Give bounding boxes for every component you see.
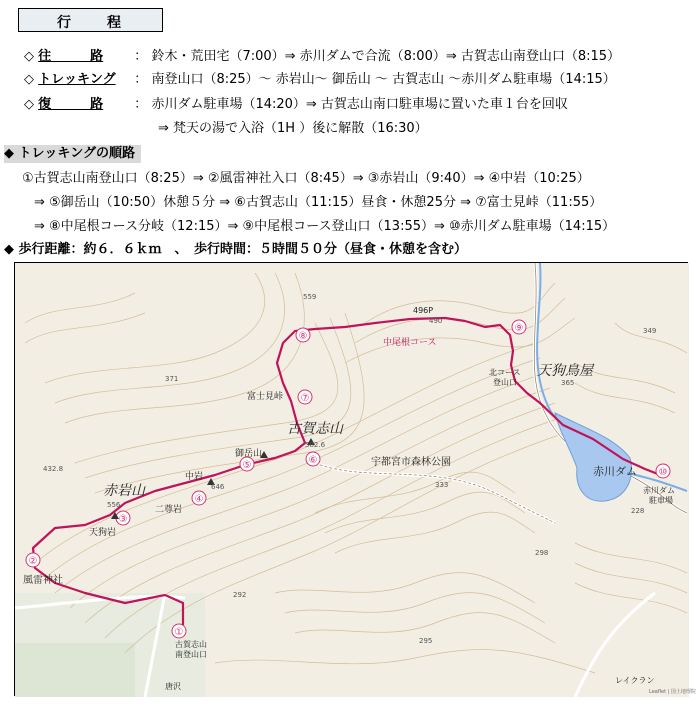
- svg-text:295: 295: [419, 637, 433, 645]
- nisonnoiwa-label: 二尊岩: [155, 505, 183, 515]
- ontakesan-label: 御岳山: [235, 449, 263, 459]
- svg-text:582.6: 582.6: [305, 441, 326, 449]
- schedule-label: トレッキング: [38, 72, 116, 87]
- svg-text:298: 298: [535, 549, 549, 557]
- schedule-row-return: [24, 96, 568, 114]
- south-trailhead-label-1: 古賀志山: [175, 640, 207, 649]
- svg-text:432.8: 432.8: [43, 465, 64, 473]
- fujimi-touge-label: 富士見峠: [247, 392, 284, 402]
- south-trailhead-label-2: 南登山口: [175, 650, 207, 659]
- waypoint-1[interactable]: [172, 624, 186, 638]
- svg-text:⑤: ⑤: [242, 460, 252, 471]
- schedule-label: 復 路: [38, 97, 104, 112]
- nakaiwa-label: 中岩: [185, 472, 204, 482]
- diamond-icon: ◇: [24, 49, 39, 64]
- svg-text:349: 349: [643, 327, 657, 335]
- tengu-iwa-label: 天狗岩: [89, 528, 117, 538]
- nakaone-course-label: 中尾根コース: [383, 338, 437, 348]
- waypoint-6[interactable]: [306, 452, 320, 466]
- north-course-label-1: 北コース: [489, 368, 521, 377]
- waypoint-10[interactable]: [656, 464, 670, 478]
- trekking-route-map[interactable]: [14, 262, 696, 696]
- furai-jinja-label: 風雷神社: [23, 575, 63, 586]
- route-line-3: ⇒ ⑧中尾根コース分岐（12:15）⇒ ⑨中尾根コース登山口（13:55）⇒ ⑩赤川ダム駐車場（14:15）: [34, 219, 616, 234]
- route-line-1: ①古賀志山南登山口（8:25）⇒ ②風雷神社入口（8:45）⇒ ③赤岩山（9:40）⇒ ④中岩（10:25）: [22, 171, 590, 186]
- diamond-icon: ◇: [24, 72, 39, 87]
- svg-text:333: 333: [435, 481, 449, 489]
- svg-text:559: 559: [303, 293, 317, 301]
- dam-parking-label-2: 駐車場: [649, 496, 673, 505]
- svg-text:④: ④: [194, 494, 204, 505]
- kogashiyama-label: 古賀志山: [287, 421, 343, 437]
- north-course-label-2: 登山口: [493, 378, 517, 387]
- svg-text:⑥: ⑥: [308, 455, 318, 466]
- route-line-2: ⇒ ⑤御岳山（10:50）休憩５分 ⇒ ⑥古賀志山（11:15）昼食・休憩25分 ⇒ ⑦富士見峠（11:55）: [34, 195, 603, 210]
- lake-label: レイクラン: [615, 676, 655, 685]
- svg-text:①: ①: [174, 627, 184, 638]
- topographic-map-svg: [15, 263, 696, 697]
- schedule-text: 南登山口（8:25）～ 赤岩山～ 御岳山 ～ 古賀志山 ～赤川ダム駐車場（14:15）: [151, 72, 616, 87]
- schedule-sep: ：: [134, 49, 148, 64]
- akagawa-dam-label: 赤川ダム: [593, 465, 637, 478]
- svg-text:228: 228: [631, 507, 645, 515]
- svg-text:365: 365: [561, 379, 575, 387]
- svg-text:②: ②: [28, 556, 38, 567]
- waypoint-2[interactable]: [26, 553, 40, 567]
- svg-text:371: 371: [165, 375, 179, 383]
- svg-text:646: 646: [211, 483, 225, 491]
- diamond-icon: ◇: [24, 97, 39, 112]
- svg-text:⑦: ⑦: [300, 393, 310, 404]
- itinerary-title-box: [18, 8, 163, 32]
- waypoint-8[interactable]: [296, 328, 310, 342]
- svg-text:⑧: ⑧: [298, 331, 308, 342]
- schedule-text: 鈴木・荒田宅（7:00）⇒ 赤川ダムで合流（8:00）⇒ 古賀志山南登山口（8:15）: [151, 49, 621, 64]
- akaiwayama-label: 赤岩山: [103, 483, 145, 499]
- schedule-sep: ：: [134, 72, 148, 87]
- route-heading: ◆ トレッキングの順路: [4, 145, 141, 163]
- karasawa-label: 唐沢: [165, 682, 181, 691]
- svg-text:⑨: ⑨: [514, 323, 524, 334]
- map-copyright: Leaflet | 国土地理院: [649, 689, 696, 695]
- svg-text:292: 292: [233, 591, 247, 599]
- dam-parking-label-1: 赤川ダム: [643, 486, 675, 495]
- tengukarasu-label: 天狗鳥屋: [537, 363, 593, 379]
- schedule-row-trekking: [24, 71, 616, 89]
- waypoint-4[interactable]: [192, 491, 206, 505]
- svg-text:556: 556: [107, 501, 121, 509]
- svg-text:③: ③: [118, 514, 128, 525]
- title-char-1: 行: [57, 15, 72, 31]
- title-char-2: 程: [107, 15, 122, 31]
- forest-park-label: 宇都宮市森林公園: [371, 457, 451, 468]
- schedule-row-outbound: [24, 48, 620, 66]
- waypoint-9[interactable]: [512, 320, 526, 334]
- schedule-return-continued: ⇒ 梵天の湯で入浴（1H ）後に解散（16:30）: [158, 121, 428, 136]
- svg-text:⑩: ⑩: [658, 467, 668, 478]
- p496-label: 496P: [413, 306, 434, 315]
- distance-time-summary: ◆ 歩行距離：約６．６ｋｍ 、 歩行時間：５時間５０分（昼食・休憩を含む）: [4, 242, 468, 257]
- waypoint-7[interactable]: [298, 390, 312, 404]
- svg-text:490: 490: [429, 317, 443, 325]
- schedule-label: 往 路: [38, 49, 104, 64]
- schedule-sep: ：: [134, 97, 148, 112]
- schedule-text: 赤川ダム駐車場（14:20）⇒ 古賀志山南口駐車場に置いた車１台を回収: [151, 97, 568, 112]
- waypoint-5[interactable]: [240, 457, 254, 471]
